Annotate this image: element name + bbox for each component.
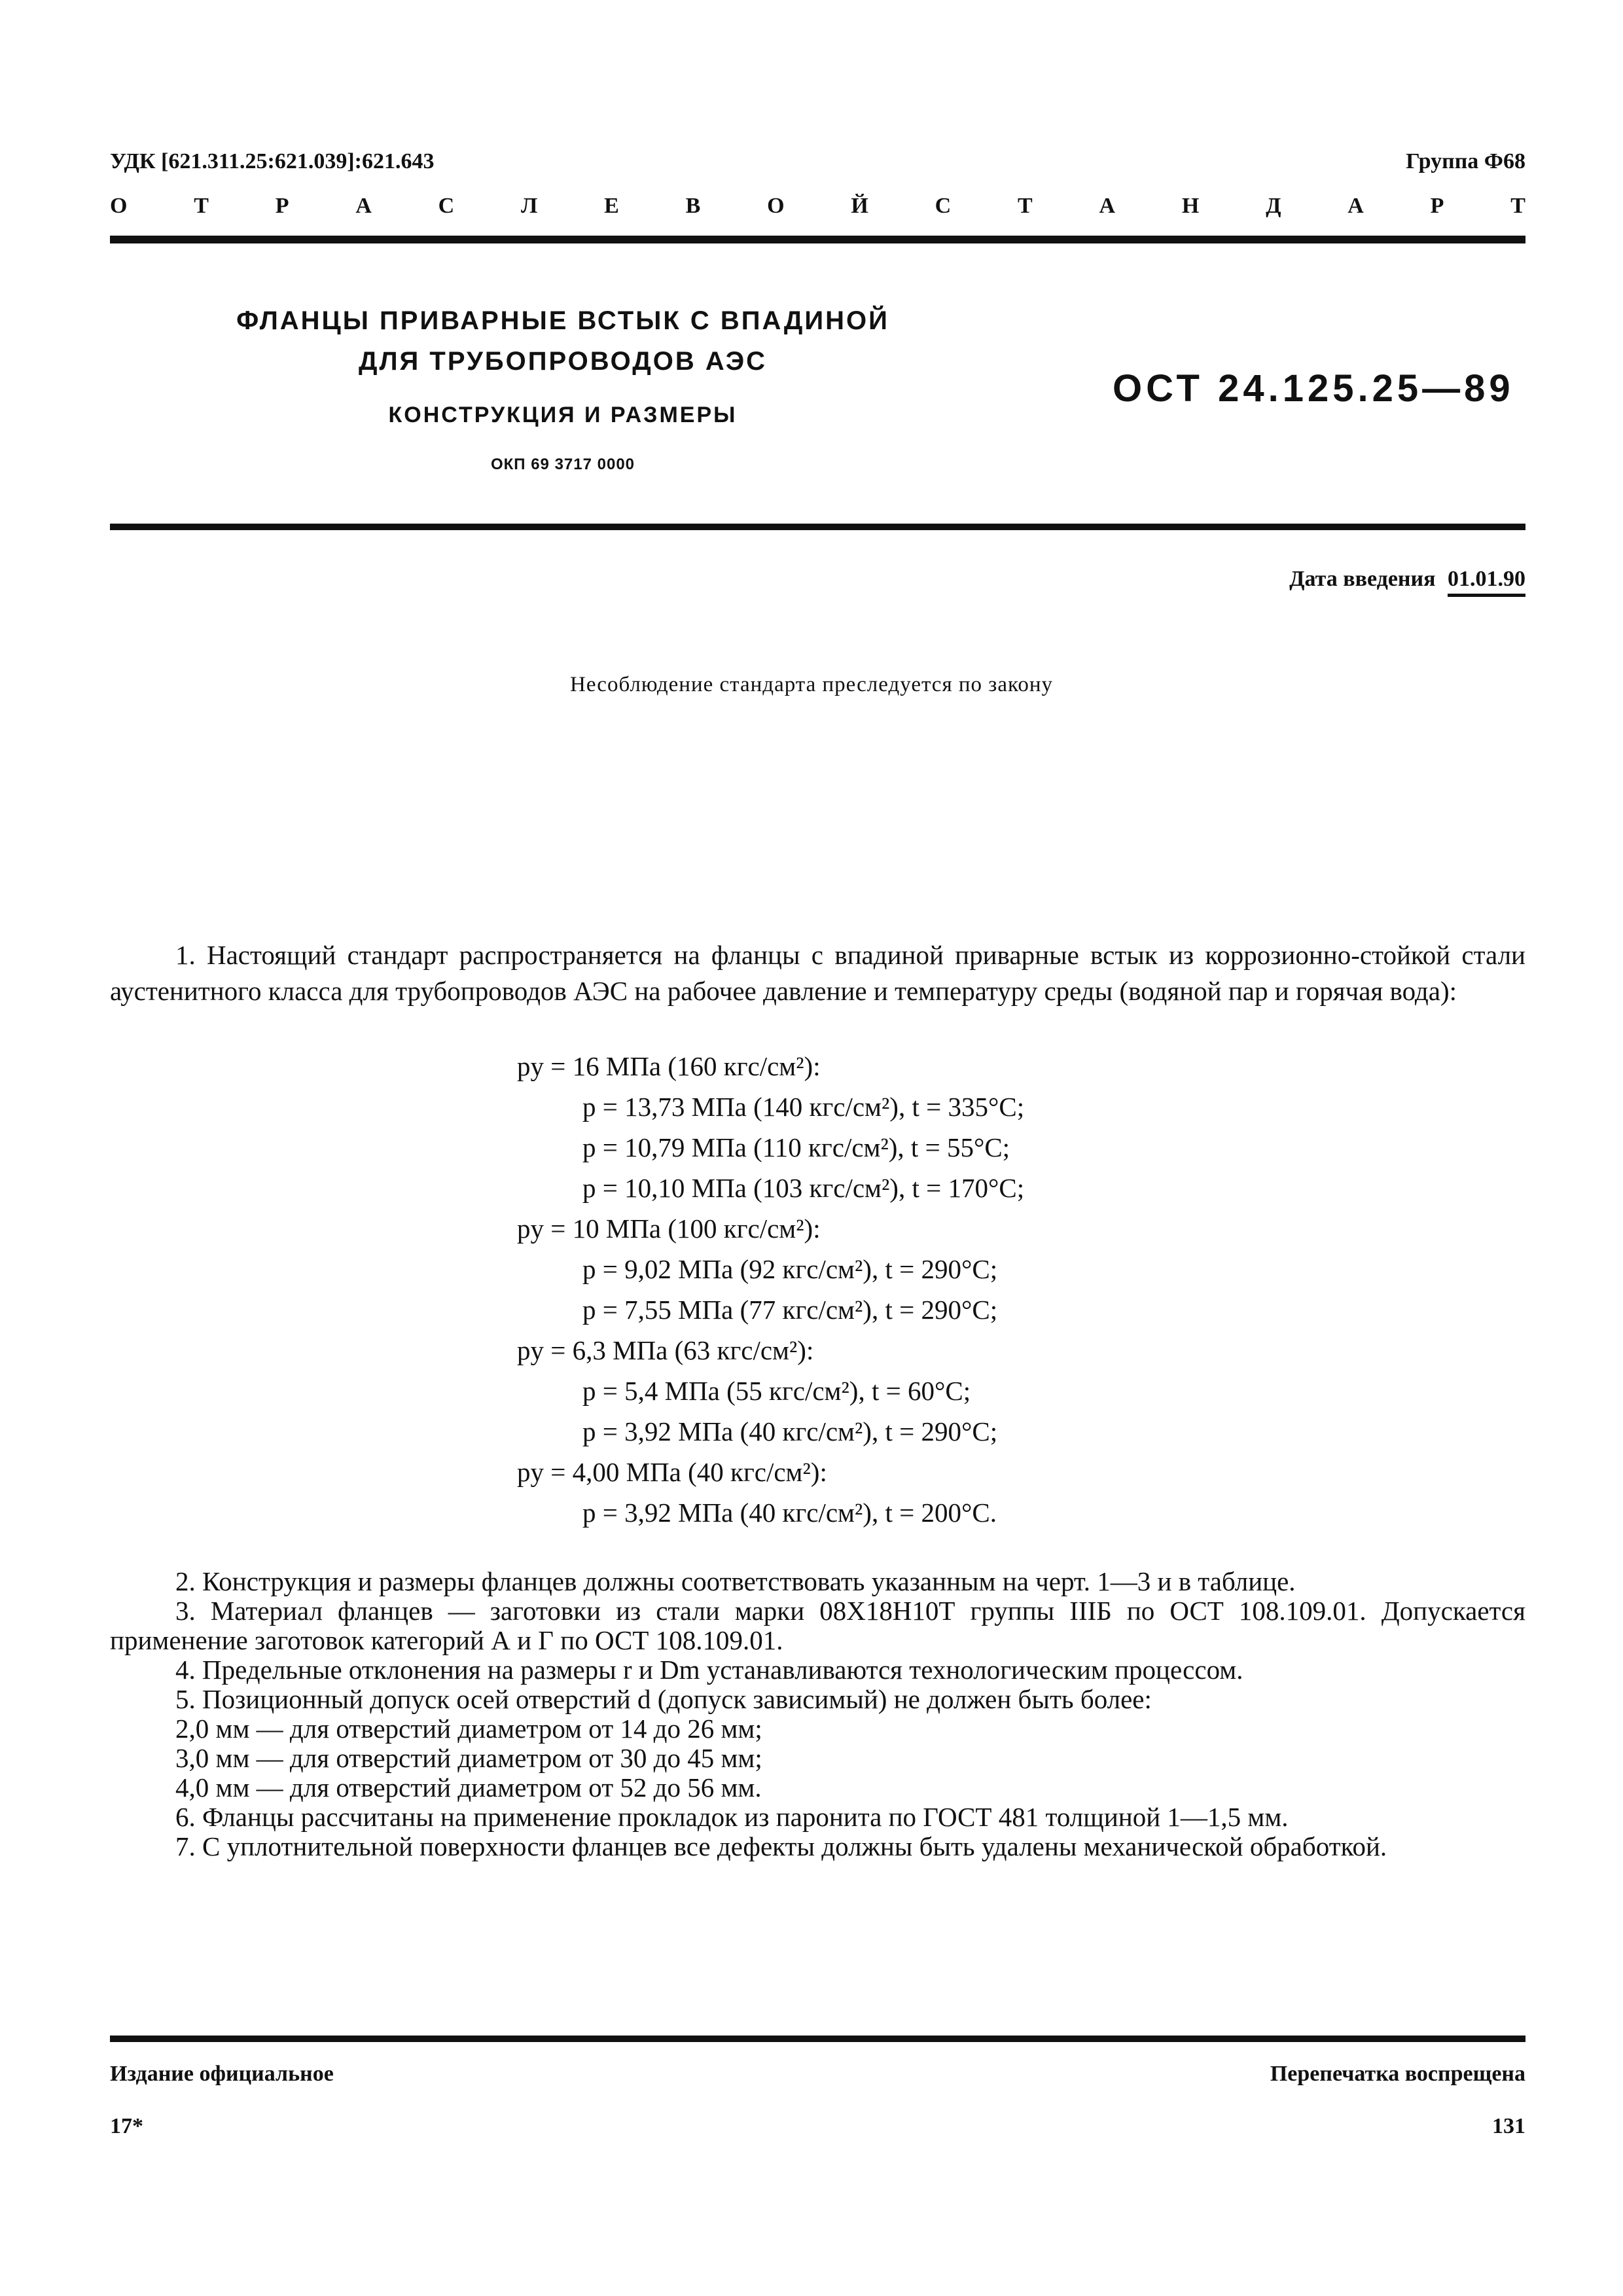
p-row: p = 9,02 МПа (92 кгс/см²), t = 290°С;: [582, 1254, 998, 1284]
heading-letter: Д: [1266, 194, 1281, 218]
heading-letter: А: [355, 194, 372, 218]
heading-letter: О: [110, 194, 128, 218]
clause-3: 3. Материал фланцев — заготовки из стали марки 08Х18Н10Т группы IIIБ по ОСТ 108.109.01. Допускается применение заготовок категорий А и Г по ОСТ 108.109.01.: [110, 1596, 1525, 1655]
standard-type-heading: [110, 194, 1525, 219]
footer-rule: [110, 2036, 1525, 2042]
date-label: Дата введения: [1289, 567, 1436, 591]
okp-code: ОКП 69 3717 0000: [490, 456, 635, 473]
heading-letter: Л: [521, 194, 538, 218]
title-line-1: ФЛАНЦЫ ПРИВАРНЫЕ ВСТЫК С ВПАДИНОЙ: [236, 306, 889, 335]
py-group-1: pу = 16 МПа (160 кгс/см²):: [517, 1051, 821, 1081]
p-row: p = 5,4 МПа (55 кгс/см²), t = 60°С;: [582, 1376, 971, 1406]
heading-letter: Е: [604, 194, 619, 218]
py-group-3: pу = 6,3 МПа (63 кгс/см²):: [517, 1335, 814, 1365]
clauses-list: [110, 1567, 1525, 1861]
clause-2: 2. Конструкция и размеры фланцев должны соответствовать указанным на черт. 1—3 и в таблице.: [175, 1566, 1296, 1596]
udk-code: УДК [621.311.25:621.039]:621.643: [110, 149, 435, 173]
clause-1-text: 1. Настоящий стандарт распространяется на фланцы с впадиной приварные встык из коррозионно-стойкой стали аустенитного класса для трубопроводов АЭС на рабочее давление и температуру среды (водяной пар и горячая вода):: [110, 940, 1525, 1006]
heading-letter: Р: [1430, 194, 1444, 218]
law-notice: Несоблюдение стандарта преследуется по закону: [570, 673, 1053, 696]
py-group-2: pу = 10 МПа (100 кгс/см²):: [517, 1213, 821, 1244]
p-row: p = 13,73 МПа (140 кгс/см²), t = 335°С;: [582, 1092, 1025, 1122]
heading-letter: В: [685, 194, 701, 218]
date-value: 01.01.90: [1448, 567, 1525, 597]
title-rule: [110, 524, 1525, 530]
heading-letter: Т: [1510, 194, 1525, 218]
p-row: p = 7,55 МПа (77 кгс/см²), t = 290°С;: [582, 1295, 998, 1325]
heading-letter: О: [767, 194, 785, 218]
heading-letter: А: [1099, 194, 1116, 218]
heading-letter: А: [1347, 194, 1364, 218]
heading-letter: Й: [851, 194, 868, 218]
sheet-mark: 17*: [110, 2114, 143, 2138]
heading-letter: Р: [275, 194, 289, 218]
heading-letter: Н: [1181, 194, 1200, 218]
edition-note: Издание официальное: [110, 2062, 334, 2086]
clause-7: 7. С уплотнительной поверхности фланцев все дефекты должны быть удалены механической обработкой.: [175, 1831, 1387, 1861]
clause-5: 5. Позиционный допуск осей отверстий d (допуск зависимый) не должен быть более:: [175, 1684, 1152, 1714]
heading-letter: С: [935, 194, 952, 218]
heading-letter: Т: [194, 194, 209, 218]
title-line-2: ДЛЯ ТРУБОПРОВОДОВ АЭС: [358, 347, 768, 376]
p-row: p = 10,10 МПа (103 кгс/см²), t = 170°С;: [582, 1173, 1025, 1203]
standard-code: ОСТ 24.125.25—89: [1113, 367, 1514, 410]
clause-5-item: 4,0 мм — для отверстий диаметром от 52 до 56 мм.: [175, 1772, 762, 1803]
clause-6: 6. Фланцы рассчитаны на применение прокладок из паронита по ГОСТ 481 толщиной 1—1,5 мм.: [175, 1802, 1289, 1832]
clause-5-item: 3,0 мм — для отверстий диаметром от 30 до 45 мм;: [175, 1743, 762, 1773]
header-rule: [110, 236, 1525, 243]
clause-5-item: 2,0 мм — для отверстий диаметром от 14 до 26 мм;: [175, 1713, 762, 1744]
page-number: 131: [1492, 2114, 1525, 2138]
py-group-4: pу = 4,00 МПа (40 кгс/см²):: [517, 1457, 827, 1487]
pressure-list: [517, 1046, 1024, 1533]
heading-letter: Т: [1018, 194, 1033, 218]
clause-1: [110, 937, 1525, 1009]
group-code: Группа Ф68: [1406, 149, 1525, 173]
p-row: p = 3,92 МПа (40 кгс/см²), t = 200°С.: [582, 1498, 997, 1528]
subtitle: КОНСТРУКЦИЯ И РАЗМЕРЫ: [388, 403, 738, 427]
reprint-note: Перепечатка воспрещена: [1270, 2062, 1525, 2086]
p-row: p = 10,79 МПа (110 кгс/см²), t = 55°С;: [582, 1132, 1010, 1162]
heading-letter: С: [438, 194, 455, 218]
introduction-date: [1289, 567, 1525, 592]
p-row: p = 3,92 МПа (40 кгс/см²), t = 290°С;: [582, 1416, 998, 1446]
clause-4: 4. Предельные отклонения на размеры r и Dm устанавливаются технологическим процессом.: [175, 1655, 1243, 1685]
